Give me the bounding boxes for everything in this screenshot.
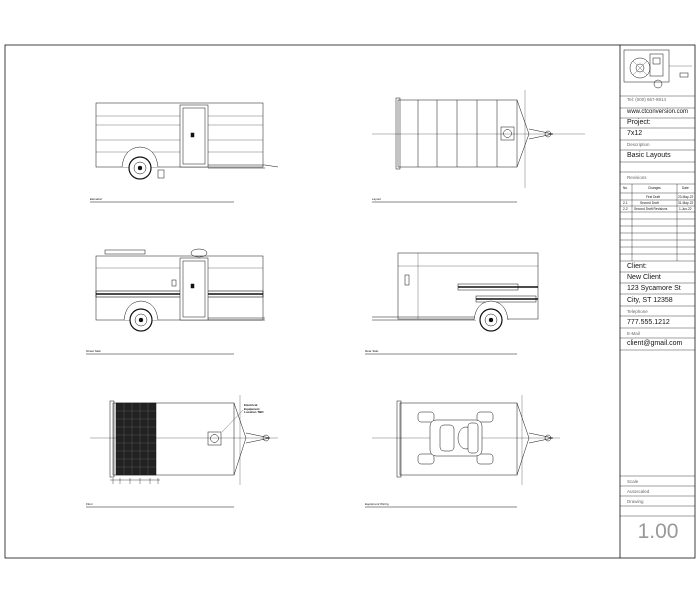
electrical-note: Electrical Equipment Location TBD <box>244 403 264 415</box>
floor-dimension-ticks <box>110 478 160 484</box>
title-block-rules <box>620 96 695 516</box>
description-value: Basic Layouts <box>627 152 671 159</box>
view-label: Rear Side <box>365 349 379 353</box>
revision-change: First Draft <box>646 195 660 199</box>
client-city: City, ST 12358 <box>627 297 673 304</box>
client-street: 123 Sycamore St <box>627 285 681 292</box>
revisions-label: Revisions <box>627 175 647 180</box>
project-label: Project: <box>627 119 651 126</box>
project-value: 7x12 <box>627 130 643 137</box>
phone-number: Tel: (000) 667-8914 <box>627 97 667 102</box>
sheet-number: 1.00 <box>637 520 679 543</box>
telephone-value: 777.555.1212 <box>627 319 670 326</box>
sheet-border <box>5 45 695 558</box>
revision-change: Second Draft <box>640 201 659 205</box>
client-label: Client: <box>627 263 647 270</box>
rear-side-view <box>372 253 538 331</box>
revision-no: 2-2 <box>623 207 628 211</box>
scale-value: Autoscaled <box>627 489 650 494</box>
client-name: New Client <box>627 274 661 281</box>
revisions-header-changes: Changes <box>648 186 661 190</box>
view-label: Floor <box>86 502 93 506</box>
layout-view <box>372 90 585 188</box>
view-label: Street Side <box>86 349 101 353</box>
revisions-header-no: No. <box>623 186 628 190</box>
company-website[interactable]: www.ctconversion.com <box>627 109 689 115</box>
telephone-label: Telephone <box>627 309 648 314</box>
email-value[interactable]: client@gmail.com <box>627 340 683 347</box>
revision-date: 1-Jun-22 <box>679 207 692 211</box>
revision-no: 2-1 <box>623 201 628 205</box>
description-label: Description <box>627 142 650 147</box>
revision-date: 31-May-22 <box>678 201 694 205</box>
street-side-view <box>96 249 265 331</box>
scale-label: Scale <box>627 479 639 484</box>
elevation-view <box>96 103 278 179</box>
view-label: Equipment Wiring <box>365 502 389 506</box>
company-logo <box>624 50 692 88</box>
view-label: Elevation <box>90 197 103 201</box>
drawing-label: Drawing <box>627 499 644 504</box>
revision-change: Second Draft Revisions <box>634 207 668 211</box>
revisions-header-date: Date <box>682 186 689 190</box>
view-label: Layout <box>372 197 382 201</box>
email-label: E-Mail <box>627 331 640 336</box>
revision-date: 23-May-22 <box>678 195 694 199</box>
